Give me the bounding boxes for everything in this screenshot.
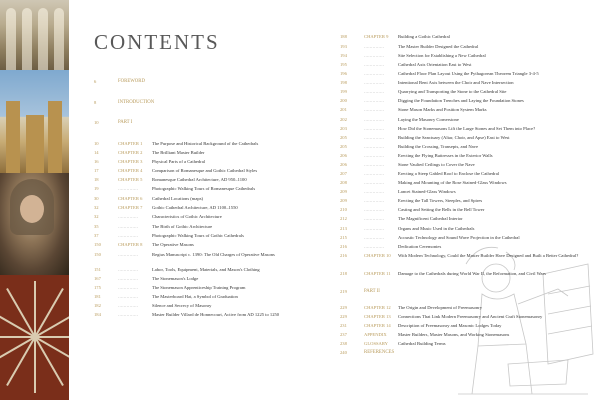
toc-page-number: 151 [94,267,101,272]
toc-dot-leader: .............. [364,126,385,131]
toc-page-number: 32 [94,205,99,210]
toc-page-number: 201 [340,107,347,112]
toc-entry-title: The Origin and Development of Freemasonry [398,305,483,310]
toc-dot-leader: .............. [118,252,139,257]
toc-entry-title: Laying the Masonry Cornerstone [398,117,459,122]
toc-page-number: 212 [340,216,347,221]
cathedral-facade-photo [0,70,69,173]
toc-page-number: 196 [340,71,347,76]
toc-entry-title: Regius Manuscript c. 1390: The Old Charges of Operative Masons [152,252,275,257]
toc-chapter-label: CHAPTER 11 [364,271,391,276]
toc-page-number: 10 [94,141,99,146]
toc-entry-title: Cathedral Building Terms [398,341,446,346]
toc-entry-title: The Magnificent Cathedral Interior [398,216,463,221]
toc-page-number: 205 [340,144,347,149]
toc-dot-leader: .............. [364,144,385,149]
toc-page-number: 207 [340,171,347,176]
toc-page-number: 203 [340,126,347,131]
toc-dot-leader: .............. [364,62,385,67]
toc-entry-title: Photographic Walking Tours of Romanesque Cathedrals [152,186,256,191]
toc-chapter-label: CHAPTER 5 [118,177,143,182]
toc-chapter-label: CHAPTER 7 [118,205,143,210]
toc-dot-leader: .............. [118,285,139,290]
toc-dot-leader: .............. [364,226,385,231]
toc-chapter-label: APPENDIX [364,332,387,337]
toc-page-number: 32 [94,214,99,219]
toc-entry-title: Cathedral Floor Plan Layout Using the Pythagorean Theorem Triangle 3-4-5 [398,71,539,76]
toc-page-number: 209 [340,189,347,194]
toc-entry-title: Damage to the Cathedrals during World War II, the Reformation, and Civil Wars [398,271,546,276]
toc-entry-title: Description of Freemasonry and Masonic Lodges Today [398,323,502,328]
toc-page-number: 18 [94,177,99,182]
toc-entry-title: Labor, Tools, Equipment, Materials, and Mason's Clothing [152,267,260,272]
toc-page-number: 216 [340,253,347,258]
toc-entry-title: Acoustic Technology and Sound Wave Projection in the Cathedral [398,235,520,240]
toc-entry-title: Erecting the Flying Buttresses in the Exterior Walls [398,153,493,158]
toc-page-number: 30 [94,196,99,201]
toc-entry-title: The Stonemason Apprenticeship Training Program [152,285,246,290]
toc-page-number: 238 [340,341,347,346]
toc-dot-leader: .............. [118,303,139,308]
toc-entry-title: Silence and Secrecy of Masonry [152,303,212,308]
toc-page-number: 209 [340,198,347,203]
toc-dot-leader: .............. [118,276,139,281]
toc-page-number: 213 [340,226,347,231]
toc-entry-title: Erecting the Tall Towers, Steeples, and Spires [398,198,483,203]
toc-page-number: 229 [340,314,347,319]
toc-dot-leader: .............. [364,53,385,58]
toc-entry-title: Characteristics of Gothic Architecture [152,214,222,219]
mason-tools-photo [0,275,69,400]
toc-page-number: 16 [94,159,99,164]
photo-strip [0,0,69,400]
toc-dot-leader: .............. [118,186,139,191]
toc-page-number: 14 [94,150,99,155]
toc-dot-leader: .............. [118,214,139,219]
toc-page-number: 194 [340,53,347,58]
toc-entry-title: Dedication Ceremonies [398,244,442,249]
toc-entry-title: How Did the Stonemasons Lift the Large Stones and Set Them into Place? [398,126,536,131]
toc-page-number: 175 [94,285,101,290]
toc-dot-leader: .............. [364,244,385,249]
toc-dot-leader: .............. [364,117,385,122]
toc-entry-title: Master Builder Villard de Honnecourt, Active from AD 1225 to 1250 [152,312,280,317]
toc-page-number: 150 [94,242,101,247]
toc-page-number: 10 [94,120,99,125]
toc-chapter-label: CHAPTER 3 [118,159,143,164]
toc-entry-title: Erecting a Steep Gabled Roof to Enclose the Cathedral [398,171,500,176]
toc-entry-title: With Modern Technology, Could the Master Builder Have Designed and Built a Better Cathedral? [398,253,579,258]
toc-chapter-label: CHAPTER 13 [364,314,391,319]
toc-chapter-label: CHAPTER 2 [118,150,143,155]
toc-page-number: 206 [340,153,347,158]
toc-page-number: 200 [340,98,347,103]
toc-dot-leader: .............. [364,135,385,140]
toc-dot-leader: .............. [364,198,385,203]
toc-dot-leader: .............. [118,312,139,317]
toc-dot-leader: .............. [364,153,385,158]
toc-chapter-label: CHAPTER 4 [118,168,143,173]
toc-section-label: PART II [364,289,380,294]
toc-entry-title: Connections That Link Modern Freemasonry and Ancient Craft Stonemasonry [398,314,543,319]
toc-entry-title: Photographic Walking Tours of Gothic Cathedrals [152,233,244,238]
toc-page-number: 208 [340,180,347,185]
toc-page-number: 195 [340,62,347,67]
cathedral-interior-photo [0,0,69,70]
toc-page-number: 240 [340,350,347,355]
toc-page-number: 198 [340,80,347,85]
toc-chapter-label: CHAPTER 10 [364,253,391,258]
toc-entry-title: Gothic Cathedral Architecture, AD 1100–1550 [152,205,238,210]
toc-page-number: 37 [94,233,99,238]
toc-chapter-label: CHAPTER 6 [118,196,143,201]
toc-page-number: 184 [94,312,101,317]
toc-dot-leader: .............. [118,224,139,229]
toc-section-label: INTRODUCTION [118,100,155,105]
toc-page-number: 216 [340,244,347,249]
toc-entry-title: Casting and Setting the Bells in the Bell Tower [398,207,485,212]
toc-entry-title: The Brilliant Master Builder [152,150,205,155]
toc-page-number: 199 [340,89,347,94]
toc-page-number: 35 [94,224,99,229]
toc-chapter-label: CHAPTER 9 [364,34,389,39]
toc-dot-leader: .............. [118,294,139,299]
toc-page-number: 206 [340,162,347,167]
toc-entry-title: Stone Vaulted Ceilings to Cover the Nave [398,162,475,167]
toc-page-number: 17 [94,168,99,173]
toc-dot-leader: .............. [364,98,385,103]
toc-entry-title: Comparison of Romanesque and Gothic Cathedral Styles [152,168,258,173]
toc-entry-title: Building a Gothic Cathedral [398,34,450,39]
toc-entry-title: The Masterboard Hat, a Symbol of Graduation [152,294,238,299]
toc-entry-title: Romanesque Cathedral Architecture, AD 950–1100 [152,177,247,182]
toc-entry-title: Digging the Foundation Trenches and Laying the Foundation Stones [398,98,524,103]
stonemason-carving-photo [0,173,69,275]
toc-page-number: 188 [340,34,347,39]
toc-dot-leader: .............. [118,267,139,272]
toc-entry-title: The Operative Masons [152,242,194,247]
toc-page-number: 215 [340,235,347,240]
toc-entry-title: Building the Sanctuary (Altar, Choir, and Apse) East to West [398,135,510,140]
toc-entry-title: Cathedral Locations (maps) [152,196,204,201]
toc-page-number: 237 [340,332,347,337]
toc-page-number: 210 [340,207,347,212]
toc-dot-leader: .............. [364,107,385,112]
toc-dot-leader: .............. [364,216,385,221]
toc-dot-leader: .............. [364,71,385,76]
toc-entry-title: The Master Builder Designed the Cathedral [398,44,479,49]
toc-dot-leader: .............. [364,80,385,85]
toc-entry-title: Site Selection for Establishing a New Cathedral [398,53,486,58]
toc-page-number: 229 [340,305,347,310]
toc-dot-leader: .............. [364,189,385,194]
toc-entry-title: Quarrying and Transporting the Stone to the Cathedral Site [398,89,507,94]
page-title: CONTENTS [94,30,220,54]
toc-entry-title: Master Builders, Master Masons, and Working Stonemasons [398,332,510,337]
toc-dot-leader: .............. [364,171,385,176]
toc-entry-title: Building the Crossing, Transepts, and Nave [398,144,479,149]
toc-dot-leader: .............. [364,162,385,167]
toc-page-number: 182 [94,303,101,308]
toc-entry-title: Stone Mason Marks and Position System Marks [398,107,487,112]
toc-entry-title: The Birth of Gothic Architecture [152,224,213,229]
toc-page-number: 8 [94,100,97,105]
toc-entry-title: Cathedral Axis Orientation East to West [398,62,472,67]
toc-dot-leader: .............. [364,207,385,212]
toc-page-number: 181 [94,294,101,299]
toc-page-number: 205 [340,135,347,140]
toc-dot-leader: .............. [364,44,385,49]
toc-section-label: FOREWORD [118,79,145,84]
toc-entry-title: Physical Parts of a Cathedral [152,159,206,164]
toc-dot-leader: .............. [364,235,385,240]
toc-entry-title: Lancet Stained-Glass Windows [398,189,456,194]
toc-entry-title: The Stonemason's Lodge [152,276,199,281]
toc-dot-leader: .............. [118,233,139,238]
toc-chapter-label: CHAPTER 1 [118,141,143,146]
toc-page-number: 150 [94,252,101,257]
toc-section-label: PART I [118,120,133,125]
toc-page-number: 202 [340,117,347,122]
toc-page-number: 6 [94,79,97,84]
toc-dot-leader: .............. [364,89,385,94]
toc-chapter-label: CHAPTER 12 [364,305,391,310]
toc-dot-leader: .............. [364,180,385,185]
toc-entry-title: Making and Mounting of the Rose Stained-Glass Windows [398,180,507,185]
toc-page-number: 219 [340,289,347,294]
toc-page-number: 218 [340,271,347,276]
toc-page-number: 167 [94,276,101,281]
toc-chapter-label: GLOSSARY [364,341,388,346]
toc-entry-title: Intentional Bent Axis between the Choir and Nave Intersection [398,80,514,85]
toc-entry-title: The Purpose and Historical Background of the Cathedrals [152,141,259,146]
toc-chapter-label: CHAPTER 14 [364,323,391,328]
toc-page-number: 19 [94,186,99,191]
toc-page-number: 231 [340,323,347,328]
toc-page-number: 193 [340,44,347,49]
toc-section-label: REFERENCES [364,350,395,355]
toc-chapter-label: CHAPTER 8 [118,242,143,247]
toc-entry-title: Organs and Music Used in the Cathedrals [398,226,475,231]
